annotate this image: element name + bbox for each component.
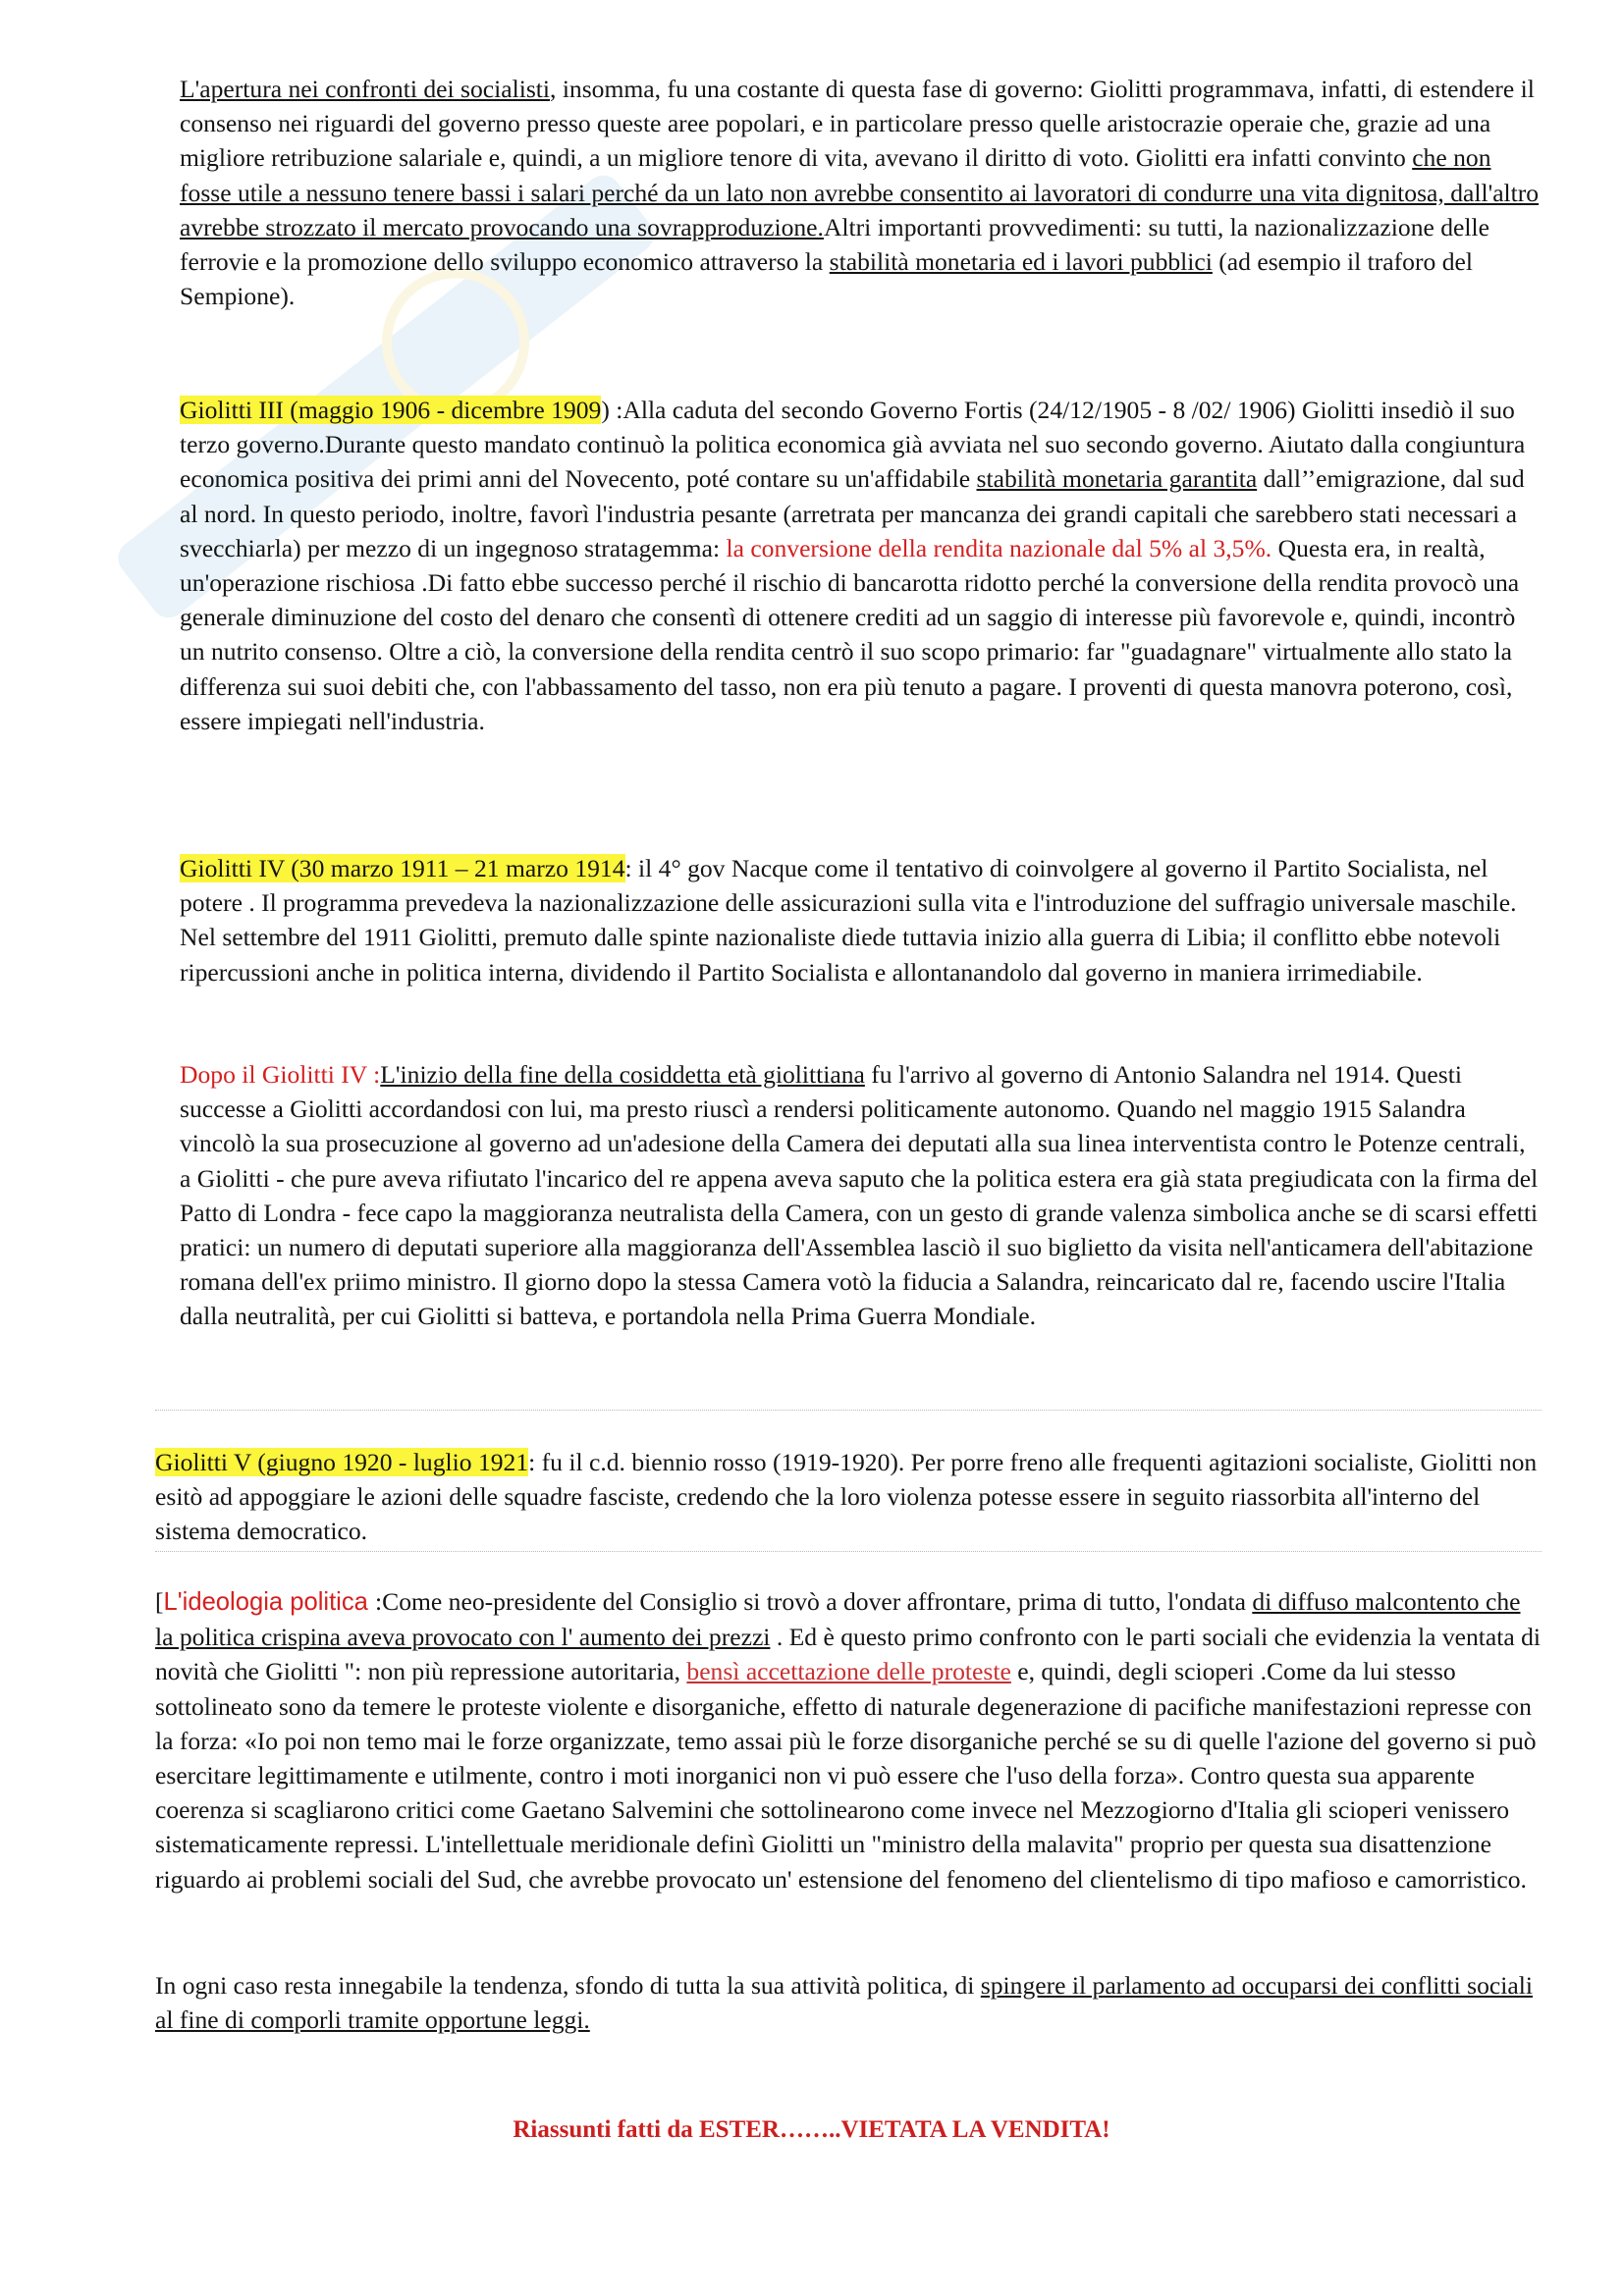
- body-text: ) :Alla caduta del secondo Governo Fortis (24/12/1905 - 8 /02/ 1906) Giolitti insediò il suo terzo governo.Durante questo mandato continuò la politica economica già avviata nel suo secondo governo. Aiutato dalla: [180, 396, 1515, 459]
- emphasized-text: che non fosse utile a nessuno tenere bassi i salari perché da un lato non avrebbe consentito ai lavoratori di condurre una vita dignitosa, dall'altro avrebbe strozzato il mercato provocando una sovrapproduzione.: [180, 143, 1540, 241]
- dotted-divider: [155, 1551, 1542, 1552]
- paragraph-socialist-opening: [180, 72, 1542, 313]
- body-text: e la promozione dello sviluppo economico attraverso la: [259, 247, 830, 277]
- emphasized-text: : il 4° gov: [624, 854, 726, 882]
- emphasized-text: non esitò ad appoggiare le azioni delle squadre fasciste: [155, 1448, 1538, 1512]
- body-text: . Ed è questo primo confronto con le parti sociali che evidenzia la ventata di novità che Giolitti ":: [155, 1623, 1542, 1686]
- body-text: che, con l'abbassamento del tasso, non era più tenuto a pagare. I proventi di questa manovra poterono, così, essere impiegati nell'industria.: [180, 671, 1513, 735]
- body-text: Nacque come il tentativo di coinvolgere al governo il Partito Socialista, nel potere . Il programma prevedeva la: [180, 854, 1488, 918]
- emphasized-text: nazionalizzazione delle assicurazioni sulla vita: [538, 888, 1009, 918]
- body-text: (ad esempio il traforo del Sempione).: [180, 247, 1473, 311]
- emphasized-text: .: [1416, 957, 1423, 987]
- body-text: dall’’emigrazione, dal sud al nord. In questo periodo, inoltre,: [180, 464, 1525, 528]
- emphasized-text: L'apertura nei confronti dei socialisti: [180, 75, 551, 103]
- emphasized-text: stabilità monetaria garantita: [976, 464, 1258, 494]
- paragraph-political-ideology: [155, 1584, 1542, 1896]
- body-text: : fu il c.d. biennio rosso (1919-1920). Per porre freno alle frequenti agitazioni socialiste, Giolitti: [528, 1448, 1499, 1476]
- paragraph-after-giolitti-iv: [180, 1057, 1542, 1334]
- emphasized-text: Prima Guerra Mondiale.: [790, 1302, 1037, 1331]
- emphasized-text: del 1911: [326, 923, 413, 952]
- body-text: che consentì di ottenere crediti ad un saggio di interesse più favorevole e, quindi, incontrò un nutrito consenso. Oltre a ciò, la conversione della rendita centrò il suo scopo primario:: [180, 603, 1516, 667]
- body-text: e l'introduzione del suffragio universale maschile. Nel settembre: [180, 888, 1517, 952]
- body-text: , credendo che la loro violenza potesse essere in seguito riassorbita all'interno del sistema democratico.: [155, 1482, 1481, 1546]
- body-text: In ogni caso resta innegabile la tendenza, sfondo di tutta la sua attività politica, di: [155, 1971, 981, 2000]
- footer-note: Riassunti fatti da ESTER……..VIETATA LA VENDITA!: [513, 2116, 1110, 2143]
- emphasized-text: far "guadagnare" virtualmente allo stato la differenza sui suoi debiti: [180, 637, 1513, 701]
- body-text: :Come neo-presidente del Consiglio si trovò a dover affrontare, prima di tutto, l'ondata: [375, 1587, 1253, 1616]
- body-text: . Questi successe a Giolitti accordandosi con lui, ma presto riuscì a rendersi politicamente autonomo. Quando nel maggio 1915 Salandra vincolò la sua prosecuzione al governo ad un'adesione della Camera dei deputati alla sua linea interventista contro le Potenze centrali, a Giolitti - che pure aveva rifiutato l'incarico del re appena aveva saputo che la politica estera era già stata pregiudicata con la firma del Patto di Londra - fece capo la maggioranza neutralista della Camera, con un gesto di grande valenza simbolica anche se di scarsi effetti pratici: un numero di deputati superiore alla maggioranza dell'Assemblea lasciò il suo biglietto da visita nell'anticamera dell'abitazione romana dell'ex priimo ministro. Il giorno dopo la stessa Camera votò la fiducia a Salandra, reincaricato dal re, facendo uscire l'Italia dalla neutralità, per cui Giolitti si batteva, e portandola nella: [180, 1060, 1539, 1331]
- body-text: Questa era, in realtà, un'operazione rischiosa .Di fatto ebbe successo perché il rischio di bancarotta ridotto perché la conversione della rendita provocò una: [180, 533, 1520, 598]
- emphasized-text: Giolitti IV (30 marzo 1911 – 21 marzo 1914: [180, 854, 625, 882]
- emphasized-text: stabilità monetaria ed i lavori pubblici: [829, 247, 1213, 277]
- body-text: e, quindi, degli scioperi .Come da lui stesso sottolineato sono da temere le proteste violente e disorganiche, effetto di naturale degenerazione di pacifiche manifestazioni represse con la forza: «Io poi non temo mai le forze organizzate, temo assai più le forze disorganiche perché se su di quelle l'azione del governo si può esercitare legittimamente e utilmente, contro i moti inorganici non vi può essere che l'uso della forza». Contro questa sua apparente coerenza si scagliarono critici come Gaetano Salvemini che sottolinearono come invece nel Mezzogiorno d'Italia gli scioperi venissero sistematicamente repressi. L'intellettuale meridionale definì Giolitti un "ministro della malavita" proprio per questa sua disattenzione riguardo ai problemi sociali del Sud, che avrebbe provocato un' estensione del fenomeno del clientelismo di tipo mafioso e camorristico.: [155, 1657, 1537, 1894]
- paragraph-conclusion: [155, 1968, 1542, 2037]
- paragraph-giolitti-iii: [180, 393, 1542, 738]
- body-text: e che, grazie ad una migliore retribuzione salariale e, quindi, a un migliore tenore di vita, avevano il diritto di voto. Giolitti era infatti convinto: [180, 109, 1491, 173]
- body-text: Giolitti, premuto dalle spinte nazionaliste diede tuttavia inizio alla guerra di Libia; il conflitto ebbe notevoli ripercussioni anche in politica interna, dividendo il Partito Socialista e allontanandolo dal governo in maniera irrimediabile: [180, 923, 1501, 987]
- emphasized-text: Giolitti V (giugno 1920 - luglio 1921: [155, 1448, 529, 1476]
- body-text: , insomma, fu una costante di questa fase di governo: Giolitti programmava, infatti,: [550, 75, 1394, 103]
- emphasized-text: congiuntura economica positiva dei primi anni del Novecento: [180, 430, 1526, 494]
- body-text: (arretrata per mancanza dei grandi capitali che sarebbero stati necessari a svecchiarla) per mezzo di un ingegnoso stratagemma:: [180, 499, 1517, 562]
- emphasized-text: Dopo il Giolitti IV: [180, 1060, 367, 1089]
- emphasized-text: di diffuso malcontento che la politica crispina aveva provocato con l' aumento dei prezzi: [155, 1587, 1521, 1652]
- emphasized-text: L'inizio della fine della cosiddetta età giolittiana: [380, 1060, 865, 1089]
- emphasized-text: non più repressione autoritaria: [367, 1657, 675, 1686]
- emphasized-text: la conversione della rendita nazionale dal 5% al 3,5%.: [726, 533, 1272, 562]
- emphasized-text: Giolitti III (maggio 1906 - dicembre 1909: [180, 396, 602, 424]
- emphasized-text: spingere il parlamento ad occuparsi dei conflitti sociali al fine di comporli tramite opportune leggi.: [155, 1971, 1533, 2035]
- emphasized-text: [: [155, 1587, 164, 1616]
- emphasized-text: di estendere il consenso nei riguardi del governo presso queste aree popolari, e in particolare presso quelle aristocrazie operai: [180, 75, 1535, 138]
- emphasized-text: generale diminuzione del costo del denaro: [180, 603, 605, 632]
- paragraph-giolitti-v: [155, 1445, 1542, 1549]
- body-text: ,: [674, 1657, 687, 1686]
- emphasized-text: L'ideologia politica: [163, 1588, 376, 1616]
- body-text: fu l'arrivo al governo: [864, 1060, 1090, 1089]
- body-text: , poté contare su un'affidabile: [674, 464, 977, 494]
- emphasized-text: bensì accettazione delle proteste: [686, 1657, 1011, 1686]
- emphasized-text: nazionalizzazione delle ferrovie: [180, 212, 1489, 277]
- emphasized-text: :: [366, 1060, 381, 1089]
- emphasized-text: di Antonio Salandra nel 1914: [1089, 1060, 1384, 1089]
- dotted-divider: [155, 1410, 1542, 1411]
- body-text: Altri importanti provvedimenti: su tutti, la: [823, 212, 1255, 241]
- paragraph-giolitti-iv: [180, 851, 1542, 989]
- emphasized-text: favorì l'industria pesante: [529, 499, 778, 528]
